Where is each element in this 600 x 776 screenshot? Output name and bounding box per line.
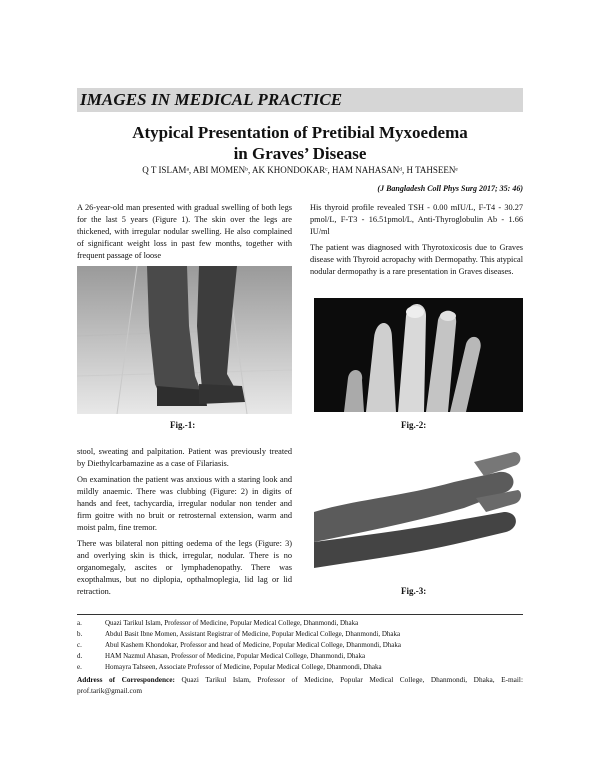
section-header: IMAGES IN MEDICAL PRACTICE xyxy=(80,90,343,109)
legs-illustration xyxy=(77,266,292,414)
paragraph-thyroid-profile: His thyroid profile revealed TSH - 0.00 mIU/L, F-T4 - 30.27 pmol/L, F-T3 - 16.51pmol/L, Anti-Thyroglobulin Ab - 1.66 IU/ml xyxy=(310,203,523,236)
footnote-d: d. HAM Nazmul Ahasan, Professor of Medicine, Popular Medical College, Dhanmondi, Dhaka xyxy=(77,652,366,660)
figure-3-caption: Fig.-3: xyxy=(401,586,427,596)
footnote-c: c. Abul Kashem Khondokar, Professor and head of Medicine, Popular Medical College, Dhanmondi, Dhaka xyxy=(77,641,401,649)
footnote-divider xyxy=(77,614,523,615)
figure-1-legs-photo xyxy=(77,266,292,414)
journal-citation: (J Bangladesh Coll Phys Surg 2017; 35: 46) xyxy=(377,184,523,193)
correspondence-address: Address of Correspondence: Quazi Tarikul Islam, Professor of Medicine, Popular Medical College, Dhanmondi, Dhaka, E-mail: prof.tarik@gmail.com xyxy=(77,675,523,695)
paragraph-history: stool, sweating and palpitation. Patient was previously treated by Diethylcarbamazine as a case of Filariasis. xyxy=(77,447,292,468)
figure-1-caption: Fig.-1: xyxy=(170,420,196,430)
footnote-a: a. Quazi Tarikul Islam, Professor of Medicine, Popular Medical College, Dhanmondi, Dhaka xyxy=(77,619,359,627)
footnote-e: e. Homayra Tahseen, Associate Professor of Medicine, Popular Medical College, Dhanmondi, Dhaka xyxy=(77,663,382,671)
forearms-illustration xyxy=(314,442,523,576)
paragraph-diagnosis: The patient was diagnosed with Thyrotoxicosis due to Graves disease with Thyroid acropachy with Dermopathy. This atypical nodular dermopathy is a rare presentation in Graves diseases. xyxy=(310,243,523,276)
article-title-line-2: in Graves’ Disease xyxy=(233,144,367,163)
paragraph-oedema: There was bilateral non pitting oedema of the legs (Figure: 3) and overlying skin is thick, irregular, nodular. There is no organomegaly, ascites or lymphadenopathy. There was exopthalmus, but no diplopia, opthalmoplegia, lid lag or lid retraction. xyxy=(77,539,292,596)
author-list: Q T ISLAMᵃ, ABI MOMENᵇ, AK KHONDOKARᶜ, HAM NAHASANᵈ, H TAHSEENᵉ xyxy=(142,165,458,175)
figure-3-forearms-photo xyxy=(314,442,523,576)
footnote-b: b. Abdul Basit Ibne Momen, Assistant Registrar of Medicine, Popular Medical College, Dhanmondi, Dhaka xyxy=(77,630,401,638)
figure-2-hands-photo xyxy=(314,298,523,412)
article-title-line-1: Atypical Presentation of Pretibial Myxoedema xyxy=(132,123,468,142)
hands-illustration xyxy=(314,298,523,412)
figure-2-caption: Fig.-2: xyxy=(401,420,427,430)
paragraph-presentation: A 26-year-old man presented with gradual swelling of both legs for the last 5 years (Figure 1). The skin over the legs are thickened, with irregular nodular swelling. He also complained of significant weight loss in past few months, together with frequent passage of loose xyxy=(77,203,292,260)
footnotes xyxy=(77,618,523,696)
paragraph-examination: On examination the patient was anxious with a staring look and mildly anaemic. There was clubbing (Figure: 2) in digits of hands and feet, tachycardia, irregular nodular non tender and firm goitre with no bruit or retrosternal extension, warm and moist palm, fine tremor. xyxy=(77,475,292,532)
